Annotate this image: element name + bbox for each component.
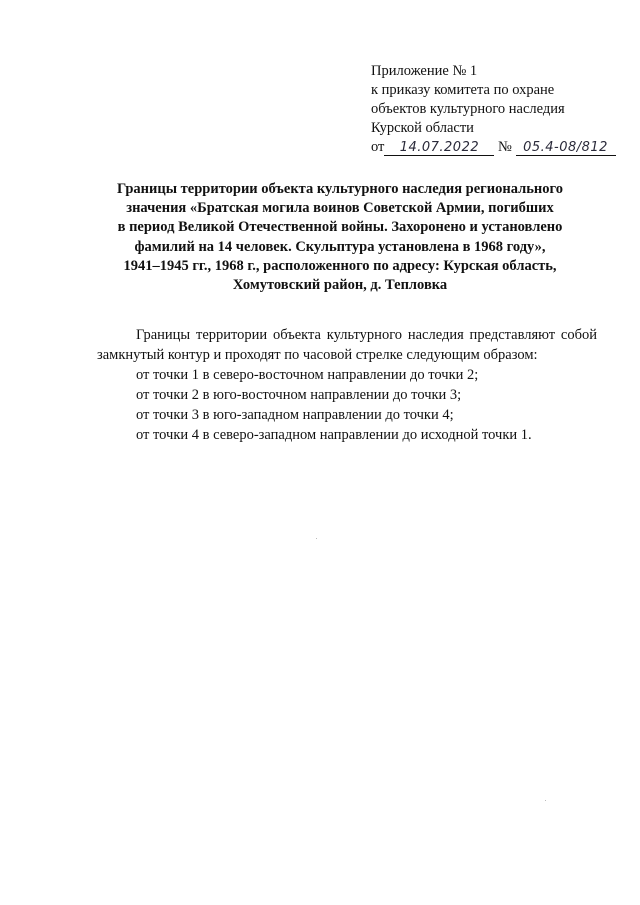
boundary-item: от точки 3 в юго-западном направлении до точки 4; — [136, 407, 454, 423]
appendix-order-line: к приказу комитета по охране — [371, 82, 555, 98]
heading-line: значения «Братская могила воинов Советской Армии, погибших — [126, 200, 554, 217]
heading-line: Границы территории объекта культурного наследия регионального — [117, 181, 563, 197]
handwritten-date: 14.07.2022 — [384, 140, 494, 156]
scan-speck — [545, 800, 546, 801]
document-body — [97, 325, 597, 445]
handwritten-order-number: 05.4-08/812 — [516, 140, 616, 156]
appendix-date-number-line — [371, 138, 621, 157]
heading-line: Хомутовский район, д. Тепловка — [232, 277, 448, 294]
number-sign: № — [498, 139, 512, 155]
intro-paragraph: Границы территории объекта культурного наследия представляют собой замкнутый контур и проходят по часовой стрелке следующим образом: — [97, 327, 597, 363]
document-heading — [70, 180, 610, 295]
appendix-region-line: Курской области — [371, 120, 474, 136]
appendix-committee-line: объектов культурного наследия — [371, 101, 565, 117]
heading-line: фамилий на 14 человек. Скульптура установлена в 1968 году», — [134, 238, 546, 255]
boundary-item: от точки 2 в юго-восточном направлении до точки 3; — [136, 387, 462, 403]
boundary-item: от точки 1 в северо-восточном направлении до точки 2; — [136, 367, 479, 383]
appendix-title: Приложение № 1 — [371, 63, 478, 79]
heading-line: в период Великой Отечественной войны. Захоронено и установлено — [117, 219, 563, 236]
appendix-block — [371, 62, 621, 157]
scan-speck — [316, 538, 317, 539]
boundary-item: от точки 4 в северо-западном направлении до исходной точки 1. — [136, 427, 532, 443]
heading-line: 1941–1945 гг., 1968 г., расположенного по адресу: Курская область, — [123, 257, 557, 274]
date-prefix: от — [371, 139, 385, 155]
